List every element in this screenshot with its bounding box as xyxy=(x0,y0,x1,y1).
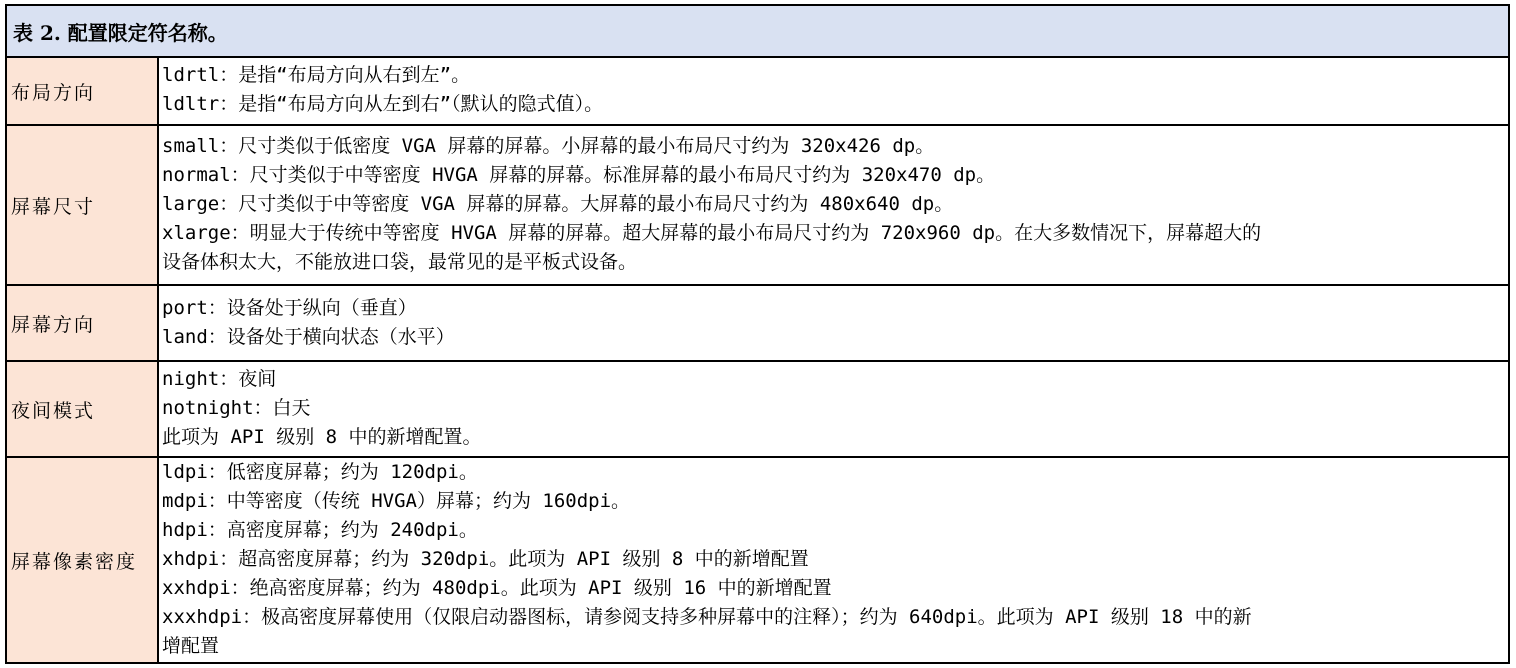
table-row xyxy=(7,126,1508,286)
config-qualifier-table xyxy=(5,4,1510,664)
content-line: 此项为 API 级别 8 中的新增配置。 xyxy=(162,426,482,448)
table-row xyxy=(7,58,1508,126)
content-line: ldpi：低密度屏幕；约为 120dpi。 xyxy=(162,461,478,483)
content-line: xlarge：明显大于传统中等密度 HVGA 屏幕的屏幕。超大屏幕的最小布局尺寸约为 720x960 dp。在大多数情况下，屏幕超大的 xyxy=(162,222,1262,244)
content-line: port：设备处于纵向（垂直） xyxy=(162,297,417,319)
content-line: notnight：白天 xyxy=(162,397,311,419)
row-content xyxy=(159,126,1508,284)
content-line: normal：尺寸类似于中等密度 HVGA 屏幕的屏幕。标准屏幕的最小布局尺寸约为 320x470 dp。 xyxy=(162,164,996,186)
table-row xyxy=(7,458,1508,662)
row-content xyxy=(159,362,1508,456)
content-line: hdpi：高密度屏幕；约为 240dpi。 xyxy=(162,519,478,541)
table-row xyxy=(7,362,1508,458)
row-label: 夜间模式 xyxy=(7,362,159,456)
table-title: 表 2. 配置限定符名称。 xyxy=(7,6,1508,58)
content-line: ldltr：是指“布局方向从左到右”（默认的隐式值）。 xyxy=(162,93,604,115)
content-line: land：设备处于横向状态（水平） xyxy=(162,326,455,348)
content-line: 设备体积太大，不能放进口袋，最常见的是平板式设备。 xyxy=(162,251,638,273)
row-label: 屏幕像素密度 xyxy=(7,458,159,662)
content-line: xxhdpi：绝高密度屏幕；约为 480dpi。此项为 API 级别 16 中的新增配置 xyxy=(162,577,832,599)
row-content xyxy=(159,458,1508,662)
row-content xyxy=(159,286,1508,360)
row-label: 布局方向 xyxy=(7,58,159,124)
row-content xyxy=(159,58,1508,124)
content-line: large：尺寸类似于中等密度 VGA 屏幕的屏幕。大屏幕的最小布局尺寸约为 480x640 dp。 xyxy=(162,193,954,215)
content-line: 增配置 xyxy=(162,635,220,657)
content-line: ldrtl：是指“布局方向从右到左”。 xyxy=(162,64,471,86)
row-label: 屏幕方向 xyxy=(7,286,159,360)
table-row xyxy=(7,286,1508,362)
content-line: night：夜间 xyxy=(162,368,277,390)
content-line: mdpi：中等密度（传统 HVGA）屏幕；约为 160dpi。 xyxy=(162,490,631,512)
content-line: xxxhdpi：极高密度屏幕使用（仅限启动器图标，请参阅支持多种屏幕中的注释）；约为 640dpi。此项为 API 级别 18 中的新 xyxy=(162,606,1252,628)
content-line: xhdpi：超高密度屏幕；约为 320dpi。此项为 API 级别 8 中的新增配置 xyxy=(162,548,809,570)
row-label: 屏幕尺寸 xyxy=(7,126,159,284)
content-line: small：尺寸类似于低密度 VGA 屏幕的屏幕。小屏幕的最小布局尺寸约为 320x426 dp。 xyxy=(162,135,935,157)
